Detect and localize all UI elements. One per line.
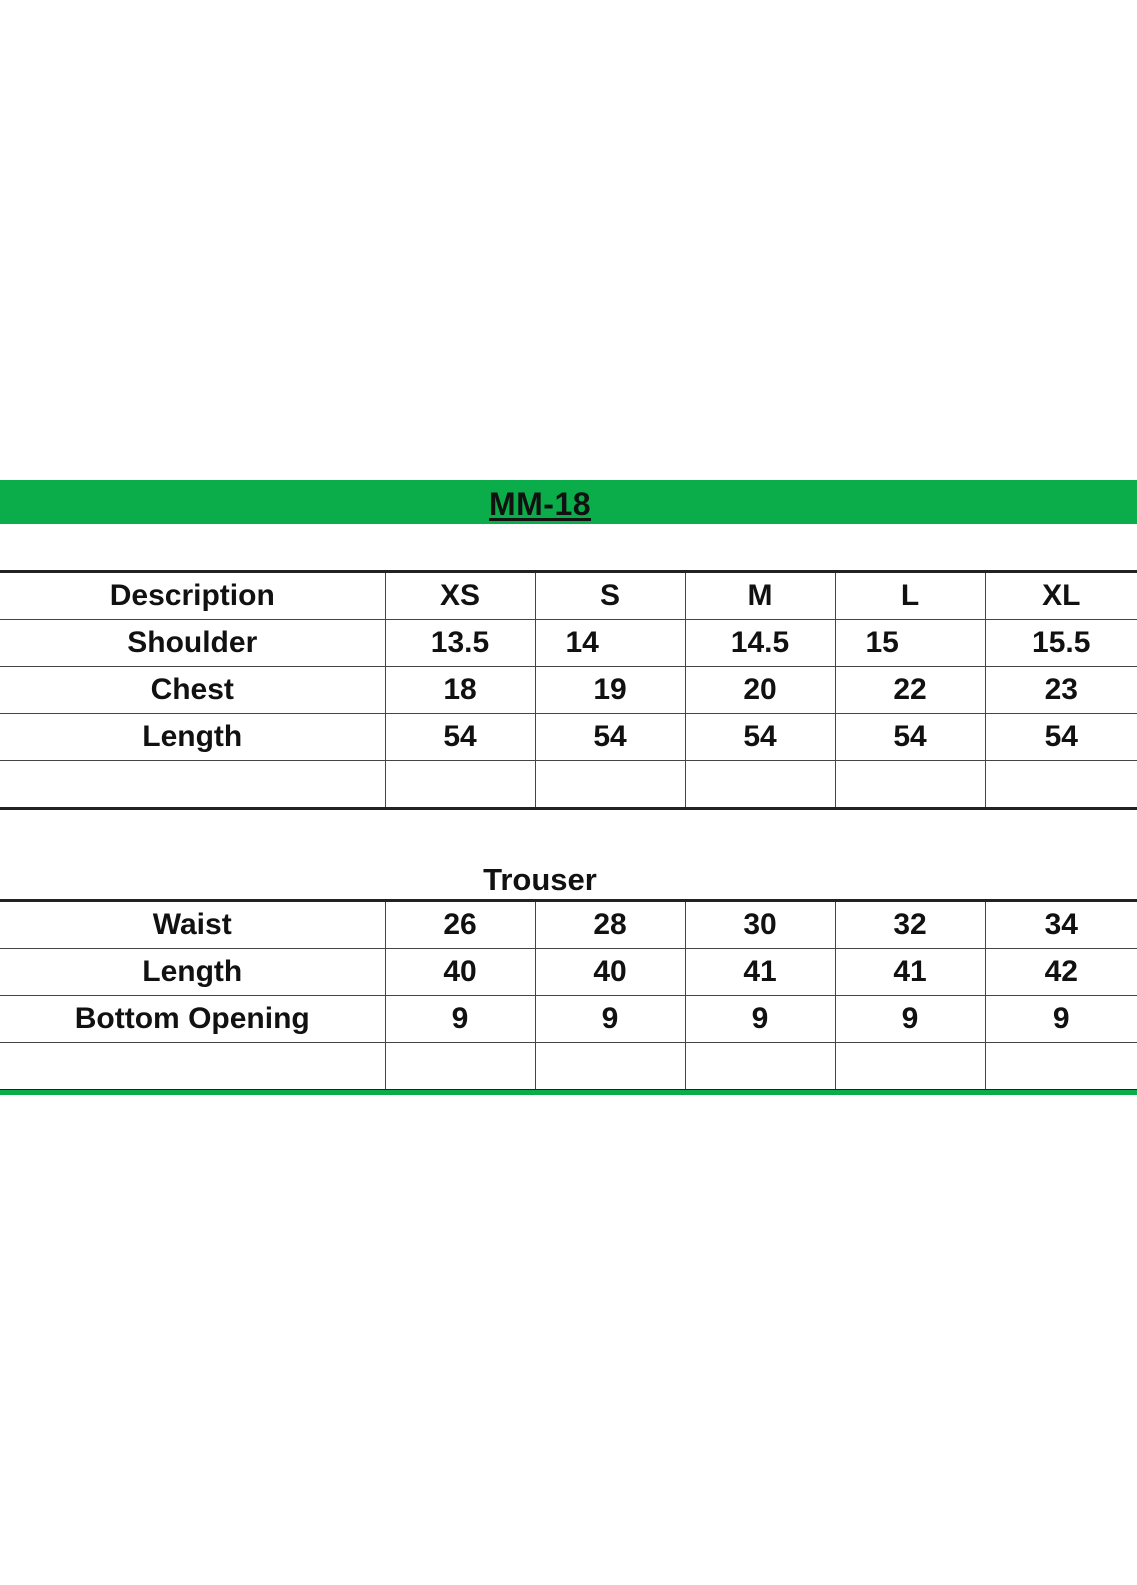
trouser-section-title: Trouser	[483, 862, 597, 897]
table-cell: 9	[685, 996, 835, 1043]
table-cell	[535, 1043, 685, 1091]
table-cell: 15	[835, 620, 985, 667]
table-cell	[985, 761, 1137, 809]
table-cell: 13.5	[385, 620, 535, 667]
table-cell	[0, 761, 385, 809]
table-cell: 9	[385, 996, 535, 1043]
table-row	[0, 714, 1137, 761]
table-cell: 9	[985, 996, 1137, 1043]
table-cell	[985, 1043, 1137, 1091]
table-cell: 54	[685, 714, 835, 761]
table-row	[0, 620, 1137, 667]
table-cell	[385, 1043, 535, 1091]
table-row-empty	[0, 1043, 1137, 1091]
table-cell: 54	[985, 714, 1137, 761]
table-cell	[685, 761, 835, 809]
table-cell: 40	[385, 949, 535, 996]
header-size-xl: XL	[985, 572, 1137, 620]
table-cell: 19	[535, 667, 685, 714]
table-cell: 15.5	[985, 620, 1137, 667]
row-label-length: Length	[0, 949, 385, 996]
bottom-divider	[0, 1090, 1137, 1095]
table-cell	[685, 1043, 835, 1091]
table-cell: 32	[835, 901, 985, 949]
size-chart-table	[0, 570, 1137, 810]
table-cell: 20	[685, 667, 835, 714]
table-cell: 26	[385, 901, 535, 949]
table-cell: 28	[535, 901, 685, 949]
table-row	[0, 996, 1137, 1043]
table-cell: 23	[985, 667, 1137, 714]
table-cell: 30	[685, 901, 835, 949]
table-cell	[385, 761, 535, 809]
table-row-empty	[0, 761, 1137, 809]
table-cell: 41	[685, 949, 835, 996]
table-cell	[535, 761, 685, 809]
trouser-size-table	[0, 899, 1137, 1092]
table-cell: 54	[385, 714, 535, 761]
table-row	[0, 949, 1137, 996]
table-cell: 9	[835, 996, 985, 1043]
header-size-m: M	[685, 572, 835, 620]
header-description: Description	[0, 572, 385, 620]
row-label-chest: Chest	[0, 667, 385, 714]
table-cell	[0, 1043, 385, 1091]
table-cell	[835, 1043, 985, 1091]
table-cell: 22	[835, 667, 985, 714]
header-size-s: S	[535, 572, 685, 620]
table-cell: 54	[535, 714, 685, 761]
row-label-shoulder: Shoulder	[0, 620, 385, 667]
table-cell: 41	[835, 949, 985, 996]
table-cell: 14	[535, 620, 685, 667]
table-row	[0, 901, 1137, 949]
table-cell: 42	[985, 949, 1137, 996]
row-label-length: Length	[0, 714, 385, 761]
table-cell: 34	[985, 901, 1137, 949]
row-label-waist: Waist	[0, 901, 385, 949]
table-row	[0, 667, 1137, 714]
table-cell	[835, 761, 985, 809]
table-cell: 54	[835, 714, 985, 761]
table-cell: 9	[535, 996, 685, 1043]
table-cell: 40	[535, 949, 685, 996]
page-title: MM-18	[488, 486, 592, 522]
table-cell: 14.5	[685, 620, 835, 667]
row-label-bottom-opening: Bottom Opening	[0, 996, 385, 1043]
table-cell: 18	[385, 667, 535, 714]
header-size-xs: XS	[385, 572, 535, 620]
header-row	[0, 572, 1137, 620]
header-size-l: L	[835, 572, 985, 620]
